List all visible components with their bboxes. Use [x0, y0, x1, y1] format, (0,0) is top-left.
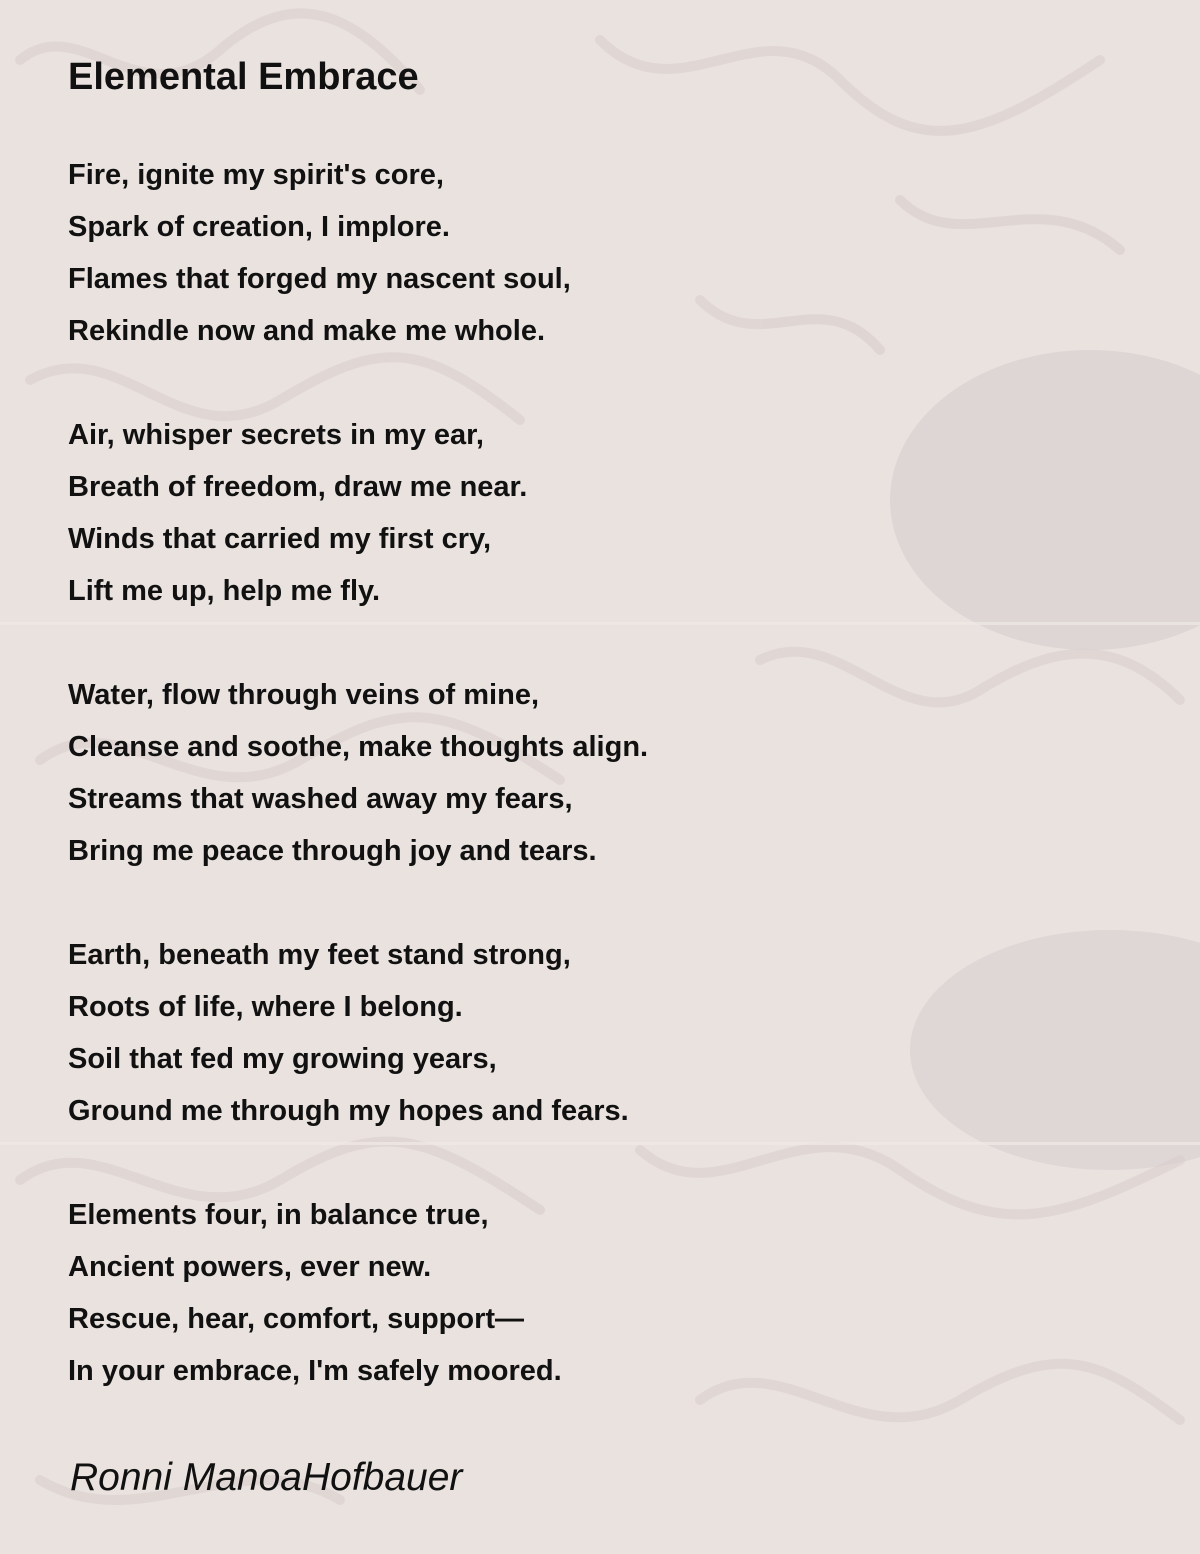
poem-line: Flames that forged my nascent soul,: [68, 263, 571, 295]
poem-line: Bring me peace through joy and tears.: [68, 835, 597, 867]
poem-line: Ancient powers, ever new.: [68, 1251, 432, 1283]
poem-line: Breath of freedom, draw me near.: [68, 471, 528, 503]
poem-line: In your embrace, I'm safely moored.: [68, 1355, 562, 1387]
poem-line: Air, whisper secrets in my ear,: [68, 419, 484, 451]
stanza-5: [68, 1189, 1148, 1397]
stanza-1: [68, 149, 1148, 357]
poem-line: Cleanse and soothe, make thoughts align.: [68, 731, 649, 763]
poem-line: Rescue, hear, comfort, support—: [68, 1303, 525, 1335]
stanza-3: [68, 669, 1148, 877]
poem-line: Water, flow through veins of mine,: [68, 679, 540, 711]
poem-author: Ronni ManoaHofbauer: [70, 1456, 463, 1499]
poem-line: Roots of life, where I belong.: [68, 991, 463, 1023]
poem-line: Fire, ignite my spirit's core,: [68, 159, 444, 191]
poem-title: Elemental Embrace: [68, 56, 419, 98]
poem-line: Earth, beneath my feet stand strong,: [68, 939, 571, 971]
poem-line: Spark of creation, I implore.: [68, 211, 450, 243]
stanza-2: [68, 409, 1148, 617]
poem-line: Winds that carried my first cry,: [68, 523, 492, 555]
poem-line: Soil that fed my growing years,: [68, 1043, 497, 1075]
poem-line: Elements four, in balance true,: [68, 1199, 489, 1231]
poem-line: Lift me up, help me fly.: [68, 575, 381, 607]
poem-line: Streams that washed away my fears,: [68, 783, 573, 815]
stanza-4: [68, 929, 1148, 1137]
poem-line: Ground me through my hopes and fears.: [68, 1095, 629, 1127]
poem-line: Rekindle now and make me whole.: [68, 315, 546, 347]
